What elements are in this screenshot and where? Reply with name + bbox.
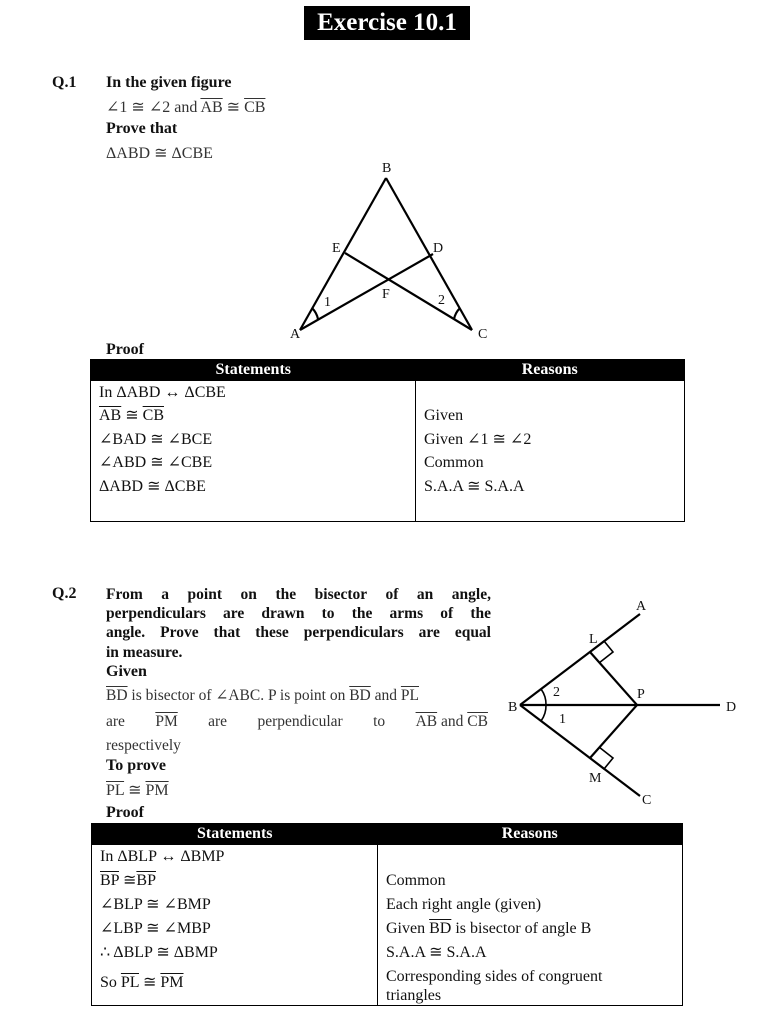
q2-statement-0: In ΔBLP ↔ ΔBMP	[100, 847, 225, 865]
q2-statement-1-seg-bp: $\overline{BP}$	[100, 871, 119, 889]
q2-label-angle-2: 2	[553, 685, 560, 700]
q2-problem-line-1: From a point on the bisector of an angle,	[106, 586, 491, 603]
q2-reason-3-pre: Given	[386, 919, 430, 937]
q1-reason-2: Given ∠1 ≅ ∠2	[424, 430, 532, 448]
q2-reason-5-line-2: triangles	[386, 986, 442, 1004]
q1-given	[106, 97, 265, 117]
q2-given-label: Given	[106, 663, 147, 680]
q1-label-c: C	[478, 327, 488, 342]
q2-statement-1	[100, 869, 377, 893]
q2-to-prove-mid: ≅	[124, 782, 146, 799]
q2-given-l1-and: and	[370, 687, 401, 704]
q2-reason-2: Each right angle (given)	[386, 895, 542, 913]
q2-given-l2-seg-cb: $\overline{CB}$	[467, 713, 488, 730]
q2-reason-5	[386, 965, 682, 1005]
q1-reason-3: Common	[424, 454, 484, 471]
q2-given-l2-to: to	[373, 713, 386, 730]
q1-statement-3: ∠ABD ≅ ∠CBE	[99, 454, 213, 471]
q2-header-reasons: Reasons	[378, 824, 683, 845]
q2-label-a: A	[636, 599, 647, 614]
q2-right-angle-m	[590, 747, 613, 769]
q2-given-l2-and: and	[437, 713, 468, 730]
q2-segment-pl	[590, 652, 637, 705]
q1-header-reasons: Reasons	[416, 360, 685, 381]
q2-statement-5-seg-pl: $\overline{PL}$	[120, 973, 139, 991]
q2-proof-label: Proof	[106, 804, 144, 821]
q1-header-statements: Statements	[91, 360, 416, 381]
q1-statement-1	[99, 404, 415, 428]
q1-segment-ad	[300, 254, 433, 330]
q1-statement-4: ΔABD ≅ ΔCBE	[99, 477, 206, 495]
q2-label-c: C	[642, 793, 652, 808]
q2-to-prove-seg-pm: $\overline{PM}$	[145, 782, 169, 799]
q2-ray-ba	[520, 614, 640, 705]
q2-label-b: B	[508, 700, 518, 715]
q2-statement-5	[100, 971, 377, 995]
q2-statement-5-seg-pm: $\overline{PM}$	[160, 973, 184, 991]
q1-proof-table	[90, 359, 685, 522]
q1-given-seg-ab: $\overline{AB}$	[200, 99, 223, 116]
q2-label-m: M	[589, 771, 602, 786]
q2-problem-line-3: angle. Prove that these perpendiculars are equal	[106, 624, 491, 641]
q2-label-d: D	[726, 700, 737, 715]
q1-reason-0	[424, 381, 684, 405]
q1-label-a: A	[290, 327, 301, 342]
q1-label-f: F	[382, 287, 390, 302]
q2-statement-1-mid: ≅	[118, 871, 137, 889]
q1-side-ab	[300, 178, 386, 330]
q2-label-p: P	[637, 687, 645, 702]
q2-given-line-2	[106, 713, 488, 731]
q1-side-bc	[386, 178, 472, 330]
q1-intro: In the given figure	[106, 74, 232, 91]
q2-angle-2-arc	[541, 689, 546, 705]
q1-statements-column	[91, 381, 416, 522]
q1-statement-0: In ΔABD ↔ ΔCBE	[99, 383, 226, 401]
question-2-number: Q.2	[52, 585, 77, 602]
q2-given-seg-bd-2: $\overline{BD}$	[349, 687, 371, 704]
q1-statement-2: ∠BAD ≅ ∠BCE	[99, 430, 213, 448]
q2-reason-3-post: is bisector of angle B	[451, 919, 592, 937]
q1-reasons-column	[416, 381, 685, 522]
q1-statement-1-mid: ≅	[121, 407, 143, 424]
q2-given-line-1	[106, 686, 419, 705]
q2-statement-1-seg-bp-2: $\overline{BP}$	[136, 871, 156, 889]
q2-given-l2-perp: perpendicular	[257, 713, 343, 730]
q1-statement-1-seg-cb: $\overline{CB}$	[142, 407, 164, 424]
q2-segment-pm	[590, 705, 637, 758]
q1-given-pre: ∠1 ≅ ∠2 and	[106, 99, 201, 116]
q1-label-angle-1: 1	[324, 295, 331, 310]
q1-angle-2-arc	[454, 308, 460, 319]
q2-to-prove-label: To prove	[106, 757, 167, 774]
q2-statement-3: ∠LBP ≅ ∠MBP	[100, 919, 211, 937]
q2-statement-4: ∴ ΔBLP ≅ ΔBMP	[100, 943, 218, 961]
q1-label-d: D	[433, 241, 444, 256]
q2-to-prove-statement	[106, 780, 169, 800]
q2-statements-column	[92, 845, 378, 1006]
q2-statement-5-mid: ≅	[138, 973, 161, 991]
q1-label-b: B	[382, 161, 392, 176]
q2-given-l2-seg-ab: $\overline{AB}$	[415, 713, 438, 730]
q1-prove-label: Prove that	[106, 120, 178, 137]
q2-statement-2: ∠BLP ≅ ∠BMP	[100, 895, 211, 913]
question-1-number: Q.1	[52, 74, 77, 91]
q2-given-l2-seg-pm: $\overline{PM}$	[155, 713, 178, 730]
q1-label-e: E	[332, 241, 341, 256]
q1-given-seg-cb: $\overline{CB}$	[244, 99, 266, 116]
q1-given-mid: ≅	[222, 99, 245, 116]
q1-label-angle-2: 2	[438, 293, 445, 308]
q2-given-seg-pl: $\overline{PL}$	[400, 687, 419, 704]
q2-reason-4: S.A.A ≅ S.A.A	[386, 943, 487, 961]
exercise-title: Exercise 10.1	[304, 6, 470, 40]
q2-reason-1: Common	[386, 871, 446, 889]
q2-ray-bc	[520, 705, 640, 796]
q2-label-angle-1: 1	[559, 712, 566, 727]
q2-angle-1-arc	[541, 705, 546, 721]
q2-to-prove-seg-pl: $\overline{PL}$	[106, 782, 125, 799]
q2-reason-3-seg-bd: $\overline{BD}$	[429, 919, 452, 937]
q2-given-l2-are: are	[106, 713, 125, 730]
q2-given-l2-are2: are	[208, 713, 228, 730]
q1-statement-1-seg-ab: $\overline{AB}$	[99, 407, 122, 424]
q1-proof-label: Proof	[106, 341, 144, 358]
q2-reason-0	[386, 845, 682, 869]
q2-header-statements: Statements	[92, 824, 378, 845]
q1-prove-statement: ΔABD ≅ ΔCBE	[106, 145, 213, 162]
q2-problem-line-4: in measure.	[106, 644, 183, 661]
q2-given-seg-bd: $\overline{BD}$	[106, 687, 128, 704]
q2-problem-line-2: perpendiculars are drawn to the arms of the	[106, 605, 491, 622]
q1-reason-1: Given	[424, 407, 464, 424]
q2-given-l1-text: is bisector of ∠ABC. P is point on	[127, 687, 350, 704]
q2-reason-3	[386, 917, 682, 941]
q2-reason-5-line-1: Corresponding sides of congruent	[386, 967, 603, 985]
q2-reasons-column	[378, 845, 683, 1006]
q2-statement-5-pre: So	[100, 973, 121, 991]
q2-given-line-3: respectively	[106, 737, 181, 754]
q2-proof-table	[91, 823, 683, 1006]
q1-segment-ce	[345, 253, 472, 330]
q1-reason-4: S.A.A ≅ S.A.A	[424, 477, 525, 495]
q2-right-angle-l	[590, 641, 613, 663]
q1-angle-1-arc	[312, 308, 318, 319]
q2-label-l: L	[589, 632, 598, 647]
